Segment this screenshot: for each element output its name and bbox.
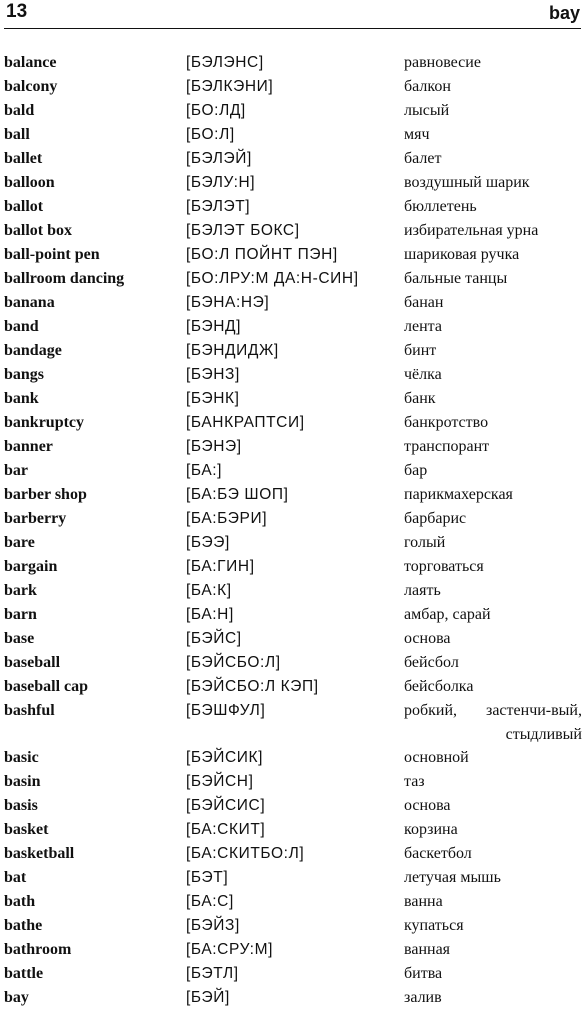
page-header — [4, 0, 581, 29]
entry-translation: равновесие — [404, 54, 481, 71]
entry-transcription: [БЭЙСИК] — [186, 749, 264, 766]
entry-translation: банкротство — [404, 414, 489, 431]
entry-transcription: [БА:БЭ ШОП] — [186, 486, 289, 503]
dictionary-entry — [4, 651, 582, 675]
entry-transcription: [БЭНД] — [186, 318, 242, 335]
dictionary-entry — [4, 603, 582, 627]
dictionary-entry — [4, 890, 582, 914]
dictionary-entry — [4, 75, 582, 99]
dictionary-entry — [4, 627, 582, 651]
entry-word: barberry — [4, 510, 67, 527]
entry-word: bare — [4, 534, 35, 551]
dictionary-entry — [4, 986, 582, 1010]
entry-transcription: [БА:СРУ:М] — [186, 941, 274, 958]
entry-word: bath — [4, 893, 36, 910]
entry-translation: баскетбол — [404, 845, 472, 862]
entry-translation: чёлка — [404, 366, 442, 383]
entry-transcription: [БЭЛУ:Н] — [186, 174, 256, 191]
entry-transcription: [БАНКРАПТСИ] — [186, 414, 305, 431]
entry-translation: банк — [404, 390, 436, 407]
entry-transcription: [БЭЛЭЙ] — [186, 150, 252, 167]
entry-translation: лысый — [404, 102, 450, 119]
dictionary-entry — [4, 866, 582, 890]
entry-word: bald — [4, 102, 35, 119]
entry-transcription: [БА:СКИТБО:Л] — [186, 845, 305, 862]
entry-transcription: [БЭЙЗ] — [186, 917, 240, 934]
dictionary-entry — [4, 243, 582, 267]
entry-translation: основа — [404, 630, 451, 647]
entry-transcription: [БЭТ] — [186, 869, 229, 886]
entry-word: ballroom dancing — [4, 270, 125, 287]
entry-word: banner — [4, 438, 53, 455]
dictionary-entry — [4, 531, 582, 555]
entry-word: bandage — [4, 342, 62, 359]
entry-translation: избирательная урна — [404, 222, 539, 239]
entry-transcription: [БЭЛЭНС] — [186, 54, 264, 71]
entry-word: barn — [4, 606, 37, 623]
dictionary-entry — [4, 507, 582, 531]
entry-transcription: [БЭНК] — [186, 390, 240, 407]
dictionary-entry — [4, 363, 582, 387]
entry-word: ballot box — [4, 222, 73, 239]
dictionary-entry — [4, 411, 582, 435]
dictionary-entry — [4, 387, 582, 411]
entry-translation: бюллетень — [404, 198, 477, 215]
entry-translation: основа — [404, 797, 451, 814]
entry-transcription: [БЭНДИДЖ] — [186, 342, 279, 359]
entry-transcription: [БА:СКИТ] — [186, 821, 266, 838]
entry-transcription: [БЭЙСБО:Л] — [186, 654, 281, 671]
entry-list — [4, 51, 582, 1010]
entry-translation: основной — [404, 749, 469, 766]
entry-word: ball-point pen — [4, 246, 100, 263]
entry-word: basket — [4, 821, 49, 838]
entry-word: bargain — [4, 558, 58, 575]
entry-word: balloon — [4, 174, 55, 191]
entry-transcription: [БЭЙСБО:Л КЭП] — [186, 678, 319, 695]
entry-word: banana — [4, 294, 55, 311]
dictionary-entry — [4, 962, 582, 986]
entry-translation: ванная — [404, 941, 451, 958]
entry-translation: битва — [404, 965, 443, 982]
entry-translation: залив — [404, 989, 442, 1006]
dictionary-entry — [4, 842, 582, 866]
entry-word: barber shop — [4, 486, 87, 503]
dictionary-entry — [4, 267, 582, 291]
dictionary-entry — [4, 147, 582, 171]
entry-translation: балкон — [404, 78, 451, 95]
entry-transcription: [БЭЭ] — [186, 534, 230, 551]
dictionary-entry — [4, 746, 582, 770]
entry-word: ballet — [4, 150, 43, 167]
entry-transcription: [БЭЛЭТ БОКС] — [186, 222, 300, 239]
entry-transcription: [БЭЛЭТ] — [186, 198, 251, 215]
entry-translation: ванна — [404, 893, 443, 910]
entry-transcription: [БА:Н] — [186, 606, 234, 623]
entry-transcription: [БЭЙСИС] — [186, 797, 266, 814]
entry-word: basin — [4, 773, 41, 790]
entry-transcription: [БЭТЛ] — [186, 965, 239, 982]
entry-word: baseball — [4, 654, 61, 671]
entry-translation: робкий, застенчи-вый, стыдливый — [404, 702, 582, 743]
dictionary-entry — [4, 579, 582, 603]
entry-word: bar — [4, 462, 28, 479]
dictionary-entry — [4, 914, 582, 938]
entry-transcription: [БО:Л] — [186, 126, 235, 143]
entry-transcription: [БО:Л ПОЙНТ ПЭН] — [186, 246, 338, 263]
entry-word: bay — [4, 989, 29, 1006]
entry-transcription: [БЭНЗ] — [186, 366, 240, 383]
entry-transcription: [БА:БЭРИ] — [186, 510, 268, 527]
entry-transcription: [БА:К] — [186, 582, 232, 599]
entry-transcription: [БЭНЭ] — [186, 438, 242, 455]
entry-translation: таз — [404, 773, 425, 790]
entry-translation: летучая мышь — [404, 869, 501, 886]
dictionary-entry — [4, 219, 582, 243]
dictionary-entry — [4, 770, 582, 794]
entry-word: basis — [4, 797, 38, 814]
dictionary-entry — [4, 938, 582, 962]
entry-word: bankruptcy — [4, 414, 85, 431]
entry-translation: шариковая ручка — [404, 246, 520, 263]
entry-transcription: [БО:ЛД] — [186, 102, 246, 119]
entry-word: bathroom — [4, 941, 72, 958]
entry-translation: барбарис — [404, 510, 467, 527]
dictionary-entry — [4, 699, 582, 746]
entry-transcription: [БЭНА:НЭ] — [186, 294, 270, 311]
entry-word: ballot — [4, 198, 44, 215]
entry-transcription: [БО:ЛРУ:М ДА:Н-СИН] — [186, 270, 359, 287]
dictionary-entry — [4, 818, 582, 842]
entry-translation: бальные танцы — [404, 270, 508, 287]
dictionary-entry — [4, 99, 582, 123]
guide-word: bay — [548, 3, 580, 23]
dictionary-entry — [4, 435, 582, 459]
entry-word: base — [4, 630, 35, 647]
entry-transcription: [БЭЙ] — [186, 989, 230, 1006]
entry-transcription: [БА:] — [186, 462, 223, 479]
dictionary-entry — [4, 675, 582, 699]
entry-word: bathe — [4, 917, 43, 934]
entry-word: basic — [4, 749, 39, 766]
entry-word: basketball — [4, 845, 75, 862]
dictionary-entry — [4, 794, 582, 818]
entry-word: band — [4, 318, 39, 335]
entry-translation: торговаться — [404, 558, 484, 575]
entry-word: bat — [4, 869, 27, 886]
entry-word: balance — [4, 54, 57, 71]
entry-word: bangs — [4, 366, 45, 383]
dictionary-entry — [4, 555, 582, 579]
dictionary-entry — [4, 171, 582, 195]
entry-word: ball — [4, 126, 30, 143]
entry-translation: транспорант — [404, 438, 490, 455]
entry-translation: бейсболка — [404, 678, 474, 695]
dictionary-entry — [4, 195, 582, 219]
entry-transcription: [БЭЙСН] — [186, 773, 254, 790]
page-number: 13 — [6, 1, 28, 22]
entry-word: battle — [4, 965, 44, 982]
entry-translation: голый — [404, 534, 446, 551]
entry-translation: бар — [404, 462, 428, 479]
entry-translation: лента — [404, 318, 442, 335]
entry-translation: амбар, сарай — [404, 606, 491, 623]
entry-translation: парикмахерская — [404, 486, 513, 503]
dictionary-entry — [4, 483, 582, 507]
entry-transcription: [БА:С] — [186, 893, 234, 910]
entry-translation: корзина — [404, 821, 458, 838]
entry-transcription: [БЭЛКЭНИ] — [186, 78, 274, 95]
entry-translation: балет — [404, 150, 442, 167]
dictionary-entry — [4, 315, 582, 339]
entry-translation: бинт — [404, 342, 437, 359]
entry-transcription: [БА:ГИН] — [186, 558, 255, 575]
entry-translation: бейсбол — [404, 654, 459, 671]
dictionary-entry — [4, 339, 582, 363]
entry-word: balcony — [4, 78, 58, 95]
entry-translation: купаться — [404, 917, 464, 934]
entry-word: bank — [4, 390, 39, 407]
dictionary-entry — [4, 291, 582, 315]
entry-transcription: [БЭЙС] — [186, 630, 242, 647]
entry-transcription: [БЭШФУЛ] — [186, 702, 266, 719]
entry-translation: банан — [404, 294, 444, 311]
entry-translation: воздушный шарик — [404, 174, 530, 191]
dictionary-entry — [4, 51, 582, 75]
entry-word: bashful — [4, 702, 55, 719]
dictionary-entry — [4, 459, 582, 483]
entry-translation: мяч — [404, 126, 430, 143]
entry-translation: лаять — [404, 582, 441, 599]
dictionary-entry — [4, 123, 582, 147]
entry-word: baseball cap — [4, 678, 89, 695]
entry-word: bark — [4, 582, 37, 599]
